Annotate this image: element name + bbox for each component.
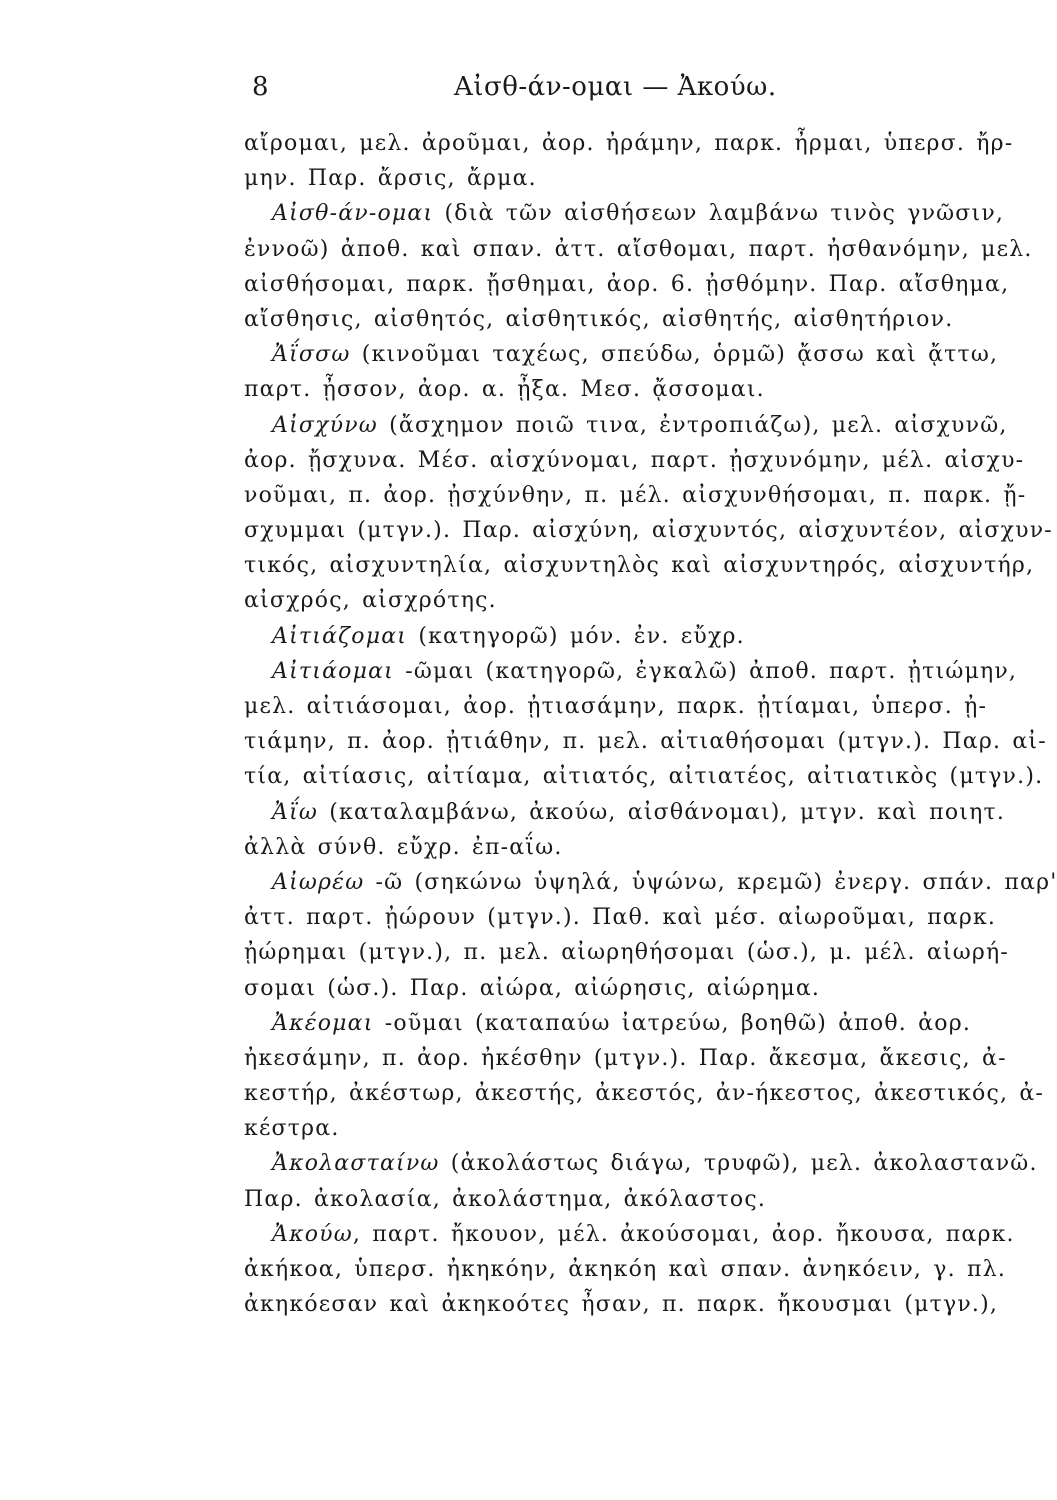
entry-line <box>244 935 1009 970</box>
entry-text: ἀλλὰ σύνθ. εὔχρ. ἐπ-αΐω. <box>244 834 563 860</box>
entry-line <box>244 1182 934 1217</box>
entry-line <box>244 1041 1007 1076</box>
dictionary-entry <box>244 865 1057 1006</box>
entry-line <box>244 1111 934 1146</box>
dictionary-entry <box>244 795 1006 865</box>
entry-text: μελ. αἰτιάσομαι, ἀορ. ᾐτιασάμην, παρκ. ᾐτίαμαι, ὑπερσ. ᾐ- <box>244 694 988 719</box>
entry-line <box>244 1252 1007 1287</box>
entry-text: τικός, αἰσχυντηλία, αἰσχυντηλὸς καὶ αἰσχυντηρός, αἰσχυντήρ, <box>244 553 1035 579</box>
entry-text: σομαι (ὡσ.). Παρ. αἰώρα, αἰώρησις, αἰώρημα. <box>244 975 821 1001</box>
page-header <box>252 72 942 112</box>
entry-lemma: Ἀΐσσω <box>272 342 351 368</box>
entry-line <box>244 443 1025 478</box>
entry-line <box>244 971 934 1006</box>
entry-line <box>244 232 1033 267</box>
entry-text: ἀορ. ᾔσχυνα. Μέσ. αἰσχύνομαι, παρτ. ᾐσχυνόμην, μέλ. αἰσχυ- <box>244 447 1025 473</box>
entry-lemma: Ἀκολασταίνω <box>272 1151 440 1177</box>
dictionary-entry <box>244 196 1033 337</box>
entry-text: αἰσχρός, αἰσχρότης. <box>244 588 497 614</box>
entry-text: τιάμην, π. ἀορ. ᾐτιάθην, π. μελ. αἰτιαθήσομαι (μτγν.). Παρ. αἰ- <box>244 729 1047 755</box>
entry-line <box>244 1076 1045 1111</box>
entry-line <box>244 900 997 935</box>
entry-line <box>244 619 934 654</box>
entry-line <box>244 654 1018 689</box>
dictionary-entries <box>244 126 1057 1322</box>
entry-text: νοῦμαι, π. ἀορ. ᾐσχύνθην, π. μέλ. αἰσχυνθήσομαι, π. παρκ. ᾔ- <box>244 482 1027 508</box>
entry-lemma: Ἀκούω <box>272 1221 353 1247</box>
entry-text: τία, αἰτίασις, αἰτίαμα, αἰτιατός, αἰτιατέος, αἰτιατικὸς (μτγν.). <box>244 764 1044 790</box>
entry-line <box>244 759 1044 794</box>
entry-lemma: Ἀΐω <box>272 799 319 825</box>
entry-text: (κινοῦμαι ταχέως, σπεύδω, ὁρμῶ) ᾄσσω καὶ ᾄττω, <box>350 342 999 368</box>
entry-line <box>244 795 1006 830</box>
entry-line <box>244 548 1035 583</box>
entry-line <box>244 196 1005 231</box>
entry-line <box>244 1146 1038 1181</box>
entry-text: ἠκεσάμην, π. ἀορ. ἠκέσθην (μτγν.). Παρ. ἄκεσμα, ἄκεσις, ἀ- <box>244 1045 1007 1071</box>
entry-lemma: Αἰτιάζομαι <box>272 623 408 649</box>
dictionary-entry <box>244 1006 1045 1147</box>
entry-line <box>244 267 1010 302</box>
entry-text: ᾐώρημαι (μτγν.), π. μελ. αἰωρηθήσομαι (ὡσ.), μ. μέλ. αἰωρή- <box>244 940 1009 966</box>
entry-text: -οῦμαι (καταπαύω ἰατρεύω, βοηθῶ) ἀποθ. ἀορ. <box>373 1010 972 1036</box>
entry-text: (ἀκολάστως διάγω, τρυφῶ), μελ. ἀκολαστανῶ. <box>439 1151 1038 1177</box>
entry-line <box>244 830 934 865</box>
dictionary-entry <box>244 1146 1038 1216</box>
entry-text: αἴσθησις, αἰσθητός, αἰσθητικός, αἰσθητής, αἰσθητήριον. <box>244 306 954 332</box>
entry-text: παρτ. ᾖσσον, ἀορ. α. ᾖξα. Μεσ. ᾄσσομαι. <box>244 377 765 403</box>
entry-line <box>244 302 954 337</box>
entry-text: ἀκήκοα, ὑπερσ. ἠκηκόην, ἀκηκόη καὶ σπαν. ἀνηκόειν, γ. πλ. <box>244 1257 1007 1282</box>
entry-lemma: Αἰσθ-άν-ομαι <box>272 201 434 227</box>
dictionary-entry <box>244 654 1047 795</box>
entry-text: σχυμμαι (μτγν.). Παρ. αἰσχύνη, αἰσχυντός, αἰσχυντέον, αἰσχυν- <box>244 518 1053 544</box>
entry-line <box>244 583 934 618</box>
dictionary-entry <box>244 408 1053 619</box>
entry-lemma: Αἰτιάομαι <box>272 658 394 684</box>
entry-line <box>244 372 934 407</box>
entry-line <box>244 1287 999 1322</box>
entry-text: ἀκηκόεσαν καὶ ἀκηκοότες ἦσαν, π. παρκ. ἤκουσμαι (μτγν.), <box>244 1292 999 1318</box>
entry-line <box>244 513 1053 548</box>
entry-line <box>244 1006 972 1041</box>
entry-text: ἀττ. παρτ. ᾐώρουν (μτγν.). Παθ. καὶ μέσ. αἰωροῦμαι, παρκ. <box>244 905 997 931</box>
entry-text: αἴρομαι, μελ. ἀροῦμαι, ἀορ. ἠράμην, παρκ. ἦρμαι, ὑπερσ. ἤρ- <box>244 131 1014 156</box>
entry-text: Παρ. ἀκολασία, ἀκολάστημα, ἀκόλαστος. <box>244 1186 767 1212</box>
dictionary-entry <box>244 337 999 407</box>
entry-line <box>244 689 988 724</box>
entry-line <box>244 724 1047 759</box>
entry-lemma: Αἰωρέω <box>272 869 365 895</box>
dictionary-entry <box>244 1217 1015 1323</box>
entry-text: ἐννοῶ) ἀποθ. καὶ σπαν. ἀττ. αἴσθομαι, παρτ. ἠσθανόμην, μελ. <box>244 236 1033 262</box>
entry-line <box>244 337 999 372</box>
entry-text: (διὰ τῶν αἰσθήσεων λαμβάνω τινὸς γνῶσιν, <box>433 201 1005 227</box>
entry-lemma: Ἀκέομαι <box>272 1010 374 1036</box>
entry-text: -ῶ (σηκώνω ὑψηλά, ὑψώνω, κρεμῶ) ἐνεργ. σπάν. παρ' <box>364 869 1057 895</box>
entry-text: κεστήρ, ἀκέστωρ, ἀκεστής, ἀκεστός, ἀν-ήκεστος, ἀκεστικός, ἀ- <box>244 1081 1045 1107</box>
entry-line <box>244 408 1008 443</box>
page-number: 8 <box>252 72 270 102</box>
dictionary-entry <box>244 126 1014 196</box>
running-title: Αἰσθ-άν-ομαι — Ἀκούω. <box>454 72 777 102</box>
entry-text: (ἄσχημον ποιῶ τινα, ἐντροπιάζω), μελ. αἰσχυνῶ, <box>377 412 1008 438</box>
entry-line <box>244 1217 1015 1252</box>
entry-line <box>244 161 934 196</box>
entry-text: (καταλαμβάνω, ἀκούω, αἰσθάνομαι), μτγν. καὶ ποιητ. <box>318 799 1006 825</box>
entry-lemma: Αἰσχύνω <box>272 412 378 438</box>
entry-text: κέστρα. <box>244 1116 340 1142</box>
entry-text: αἰσθήσομαι, παρκ. ᾔσθημαι, ἀορ. 6. ᾐσθόμην. Παρ. αἴσθημα, <box>244 271 1010 297</box>
entry-text: (κατηγορῶ) μόν. ἐν. εὔχρ. <box>407 623 745 649</box>
entry-line <box>244 478 1027 513</box>
dictionary-entry <box>244 619 934 654</box>
entry-text: , παρτ. ἤκουον, μέλ. ἀκούσομαι, ἀορ. ἤκουσα, παρκ. <box>352 1221 1015 1247</box>
entry-text: μην. Παρ. ἄρσις, ἄρμα. <box>244 166 537 192</box>
entry-text: -ῶμαι (κατηγορῶ, ἐγκαλῶ) ἀποθ. παρτ. ᾐτιώμην, <box>394 658 1018 684</box>
entry-line <box>244 865 1057 900</box>
entry-line <box>244 126 1014 161</box>
